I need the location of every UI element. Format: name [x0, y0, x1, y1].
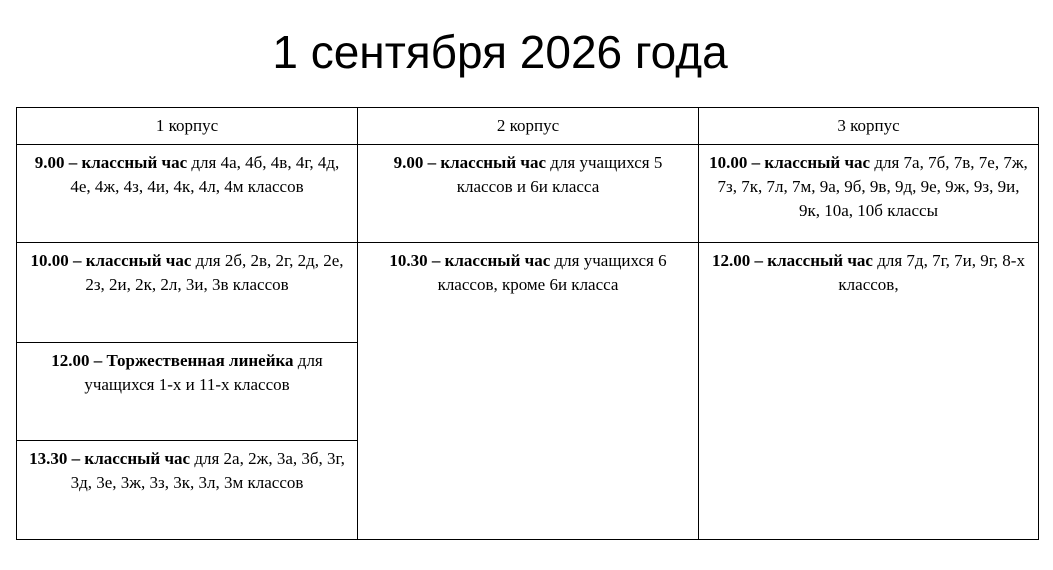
event-details: для 7а, 7б, 7в, 7е, 7ж, 7з, 7к, 7л, 7м, 9а, 9б, 9в, 9д, 9е, 9ж, 9з, 9и, 9к, 10а, 10б классы	[717, 153, 1028, 220]
event-time: 10.30 – классный час	[389, 251, 551, 270]
table-row	[17, 145, 1039, 243]
schedule-cell-building-1-slot-2	[17, 243, 358, 343]
event-time: 10.00 – классный час	[30, 251, 192, 270]
schedule-cell-building-2-slot-1	[358, 145, 699, 243]
table-row	[17, 243, 1039, 343]
schedule-cell-building-3-slot-2	[699, 243, 1039, 540]
page-title: 1 сентября 2026 года	[272, 26, 728, 78]
event-details: для учащихся 1-х и 11-х классов	[84, 351, 323, 394]
schedule-cell-building-1-slot-1	[17, 145, 358, 243]
event-details: для 7д, 7г, 7и, 9г, 8-х классов,	[838, 251, 1025, 294]
schedule-cell-building-2-slot-2	[358, 243, 699, 540]
schedule-cell-building-1-slot-4	[17, 441, 358, 540]
event-details: для учащихся 5 классов и 6и класса	[456, 153, 663, 196]
column-header-building-3: 3 корпус	[699, 108, 1039, 145]
event-details: для 4а, 4б, 4в, 4г, 4д, 4е, 4ж, 4з, 4и, 4к, 4л, 4м классов	[70, 153, 340, 196]
event-details: для учащихся 6 классов, кроме 6и класса	[437, 251, 667, 294]
event-time: 13.30 – классный час	[29, 449, 191, 468]
event-time: 9.00 – классный час	[393, 153, 547, 172]
event-time: 12.00 – Торжественная линейка	[51, 351, 294, 370]
schedule-cell-building-3-slot-1	[699, 145, 1039, 243]
schedule-table	[16, 107, 1039, 540]
table-header-row	[17, 108, 1039, 145]
schedule-cell-building-1-slot-3	[17, 343, 358, 441]
column-header-building-2: 2 корпус	[358, 108, 699, 145]
event-time: 10.00 – классный час	[709, 153, 871, 172]
column-header-building-1: 1 корпус	[17, 108, 358, 145]
event-time: 12.00 – классный час	[712, 251, 873, 270]
event-time: 9.00 – классный час	[34, 153, 188, 172]
event-details: для 2б, 2в, 2г, 2д, 2е, 2з, 2и, 2к, 2л, 3и, 3в классов	[85, 251, 344, 294]
event-details: для 2а, 2ж, 3а, 3б, 3г, 3д, 3е, 3ж, 3з, 3к, 3л, 3м классов	[70, 449, 345, 492]
